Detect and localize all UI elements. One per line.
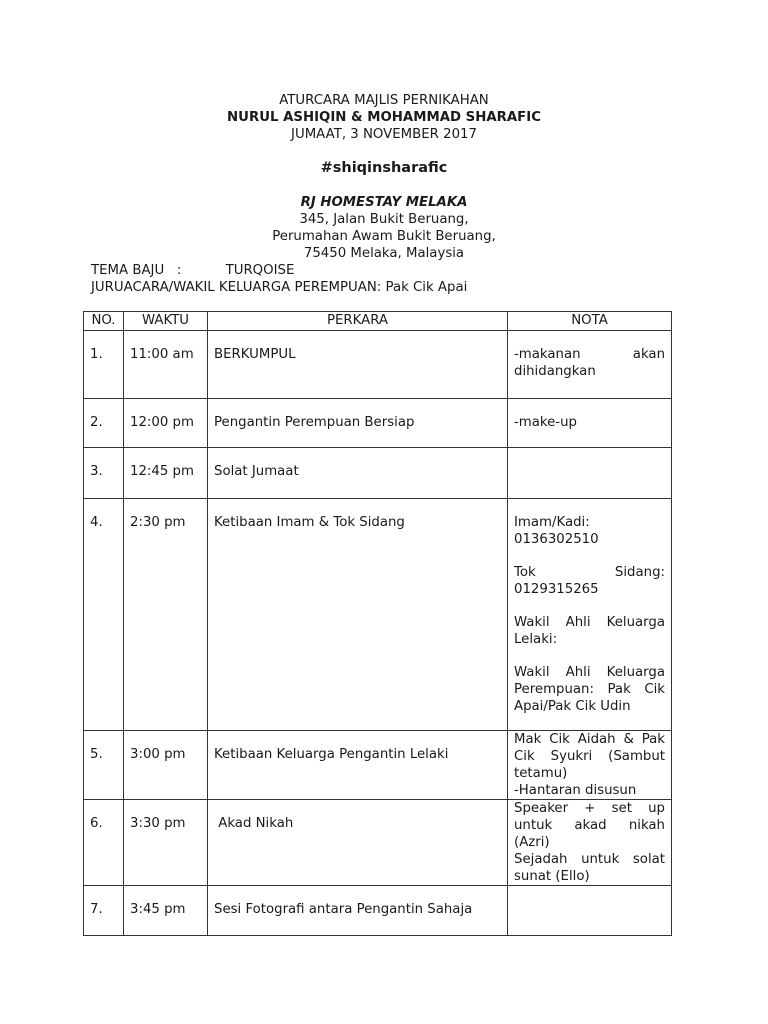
table-row xyxy=(84,448,672,499)
table-row xyxy=(84,399,672,448)
cell-nota xyxy=(508,448,672,499)
nota-line: Sejadah untuk solat xyxy=(514,852,665,867)
venue-address-line3: 75450 Melaka, Malaysia xyxy=(303,246,465,261)
schedule-table xyxy=(83,311,672,936)
cell-no: 2. xyxy=(84,399,124,448)
nota-line: sunat (Ello) xyxy=(514,869,590,884)
cell-no: 5. xyxy=(84,731,124,800)
cell-perkara: BERKUMPUL xyxy=(208,331,508,399)
cell-perkara: Solat Jumaat xyxy=(208,448,508,499)
nota-line: 0129315265 xyxy=(514,582,599,597)
table-header-row xyxy=(84,312,672,331)
cell-no: 7. xyxy=(84,886,124,936)
cell-nota xyxy=(508,731,672,800)
nota-line: (Azri) xyxy=(514,835,550,850)
nota-line: -makanan akan xyxy=(514,347,665,362)
cell-nota xyxy=(508,800,672,886)
nota-line: Cik Syukri (Sambut xyxy=(514,749,665,764)
cell-waktu: 3:45 pm xyxy=(124,886,208,936)
table-row xyxy=(84,886,672,936)
hashtag: #shiqinsharafic xyxy=(320,160,448,176)
nota-line: dihidangkan xyxy=(514,364,596,379)
table-row xyxy=(84,499,672,731)
cell-perkara: Akad Nikah xyxy=(208,800,508,886)
nota-line: Imam/Kadi: xyxy=(514,515,590,530)
nota-line: Apai/Pak Cik Udin xyxy=(514,699,631,714)
header-waktu: WAKTU xyxy=(124,312,208,331)
cell-nota xyxy=(508,331,672,399)
venue-address-line1: 345, Jalan Bukit Beruang, xyxy=(299,212,469,227)
venue-address-line2: Perumahan Awam Bukit Beruang, xyxy=(272,229,496,244)
tema-baju-label xyxy=(91,262,294,279)
nota-line: Tok Sidang: xyxy=(514,565,665,580)
cell-no: 1. xyxy=(84,331,124,399)
table-row xyxy=(84,731,672,800)
cell-waktu: 3:00 pm xyxy=(124,731,208,800)
couple-names: NURUL ASHIQIN & MOHAMMAD SHARAFIC xyxy=(227,110,541,125)
juruacara-line: JURUACARA/WAKIL KELUARGA PEREMPUAN: Pak Cik Apai xyxy=(91,280,468,295)
header-nota: NOTA xyxy=(508,312,672,331)
cell-waktu: 2:30 pm xyxy=(124,499,208,731)
table-row xyxy=(84,331,672,399)
nota-line: 0136302510 xyxy=(514,532,599,547)
cell-waktu: 12:45 pm xyxy=(124,448,208,499)
header-no: NO. xyxy=(84,312,124,331)
nota-line: Wakil Ahli Keluarga xyxy=(514,615,665,630)
cell-perkara: Ketibaan Keluarga Pengantin Lelaki xyxy=(208,731,508,800)
nota-line: Perempuan: Pak Cik xyxy=(514,682,665,697)
tema-label: TEMA BAJU : xyxy=(91,263,182,278)
venue-name: RJ HOMESTAY MELAKA xyxy=(300,195,468,210)
cell-perkara: Pengantin Perempuan Bersiap xyxy=(208,399,508,448)
nota-line: Mak Cik Aidah & Pak xyxy=(514,732,665,747)
cell-waktu: 12:00 pm xyxy=(124,399,208,448)
title-line: ATURCARA MAJLIS PERNIKAHAN xyxy=(279,93,489,108)
cell-perkara: Ketibaan Imam & Tok Sidang xyxy=(208,499,508,731)
event-date: JUMAAT, 3 NOVEMBER 2017 xyxy=(291,127,477,142)
cell-waktu: 11:00 am xyxy=(124,331,208,399)
nota-line: Speaker + set up xyxy=(514,801,665,816)
nota-line: tetamu) xyxy=(514,766,568,781)
cell-no: 3. xyxy=(84,448,124,499)
nota-line: untuk akad nikah xyxy=(514,818,665,833)
cell-nota xyxy=(508,499,672,731)
cell-no: 6. xyxy=(84,800,124,886)
nota-line: Wakil Ahli Keluarga xyxy=(514,665,665,680)
cell-perkara: Sesi Fotografi antara Pengantin Sahaja xyxy=(208,886,508,936)
nota-line: Lelaki: xyxy=(514,632,558,647)
nota-line: -make-up xyxy=(514,415,577,430)
nota-line: -Hantaran disusun xyxy=(514,783,637,798)
header-perkara: PERKARA xyxy=(208,312,508,331)
cell-waktu: 3:30 pm xyxy=(124,800,208,886)
cell-no: 4. xyxy=(84,499,124,731)
tema-value: TURQOISE xyxy=(225,263,295,278)
table-row xyxy=(84,800,672,886)
cell-nota xyxy=(508,399,672,448)
cell-nota xyxy=(508,886,672,936)
